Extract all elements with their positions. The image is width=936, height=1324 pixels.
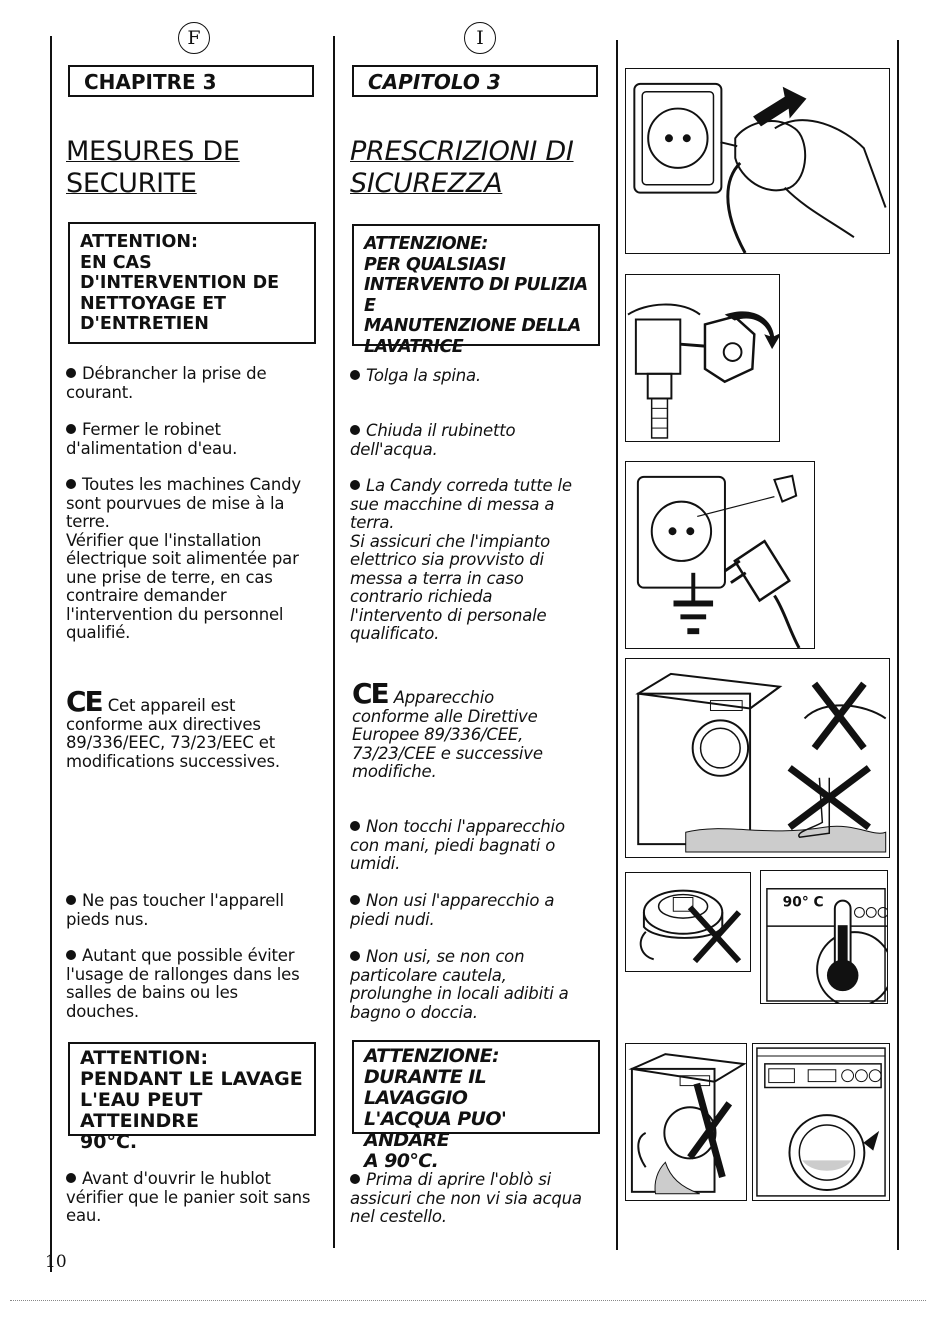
text-line: bagno o doccia. (350, 1002, 478, 1022)
text-line: électrique soit alimentée par (66, 549, 299, 568)
bullet-door-italian (350, 1171, 582, 1227)
text-line: douches. (66, 1001, 139, 1021)
text-line: dell'acqua. (350, 439, 438, 459)
text-line: d'alimentation d'eau. (66, 438, 238, 458)
text-line: piedi nudi. (350, 909, 435, 929)
bullet-icon (66, 895, 76, 905)
bullet-icon (350, 370, 360, 380)
no-open-door-icon (625, 1043, 747, 1201)
text-line: 73/23/CEE e successive (352, 743, 543, 763)
bullet-extension-french (66, 947, 300, 1021)
text-line: qualifié. (66, 623, 131, 642)
warning-box-maintenance-italian (352, 224, 600, 357)
text-line: courant. (66, 382, 134, 402)
text-line: prolunghe in locali adibiti a (350, 984, 569, 1003)
text-line: eau. (66, 1206, 102, 1225)
bullet-icon (350, 951, 360, 961)
warning-line: PENDANT LE LAVAGE (80, 1068, 303, 1090)
text-line: Non tocchi l'apparecchio (366, 817, 565, 836)
text-line: Non usi l'apparecchio a (366, 891, 555, 910)
text-line: Cet appareil est (107, 696, 236, 715)
bullet-icon (350, 821, 360, 831)
text-line: salles de bains ou les (66, 983, 238, 1002)
warning-box-hot-water-italian (352, 1040, 600, 1172)
section-title-french (66, 136, 240, 200)
text-line: contrario richieda (350, 587, 493, 606)
chapter-heading-french: CHAPITRE 3 (68, 65, 314, 97)
bullet-icon (350, 425, 360, 435)
warning-line: DURANTE IL LAVAGGIO (364, 1066, 487, 1109)
warning-line: A 90°C. (364, 1150, 439, 1172)
text-line: terre. (66, 512, 110, 531)
section-title-italian (350, 136, 574, 200)
page-number: 10 (45, 1252, 67, 1272)
left-margin-rule (50, 36, 52, 1272)
text-line: Ne pas toucher l'apparell (82, 891, 284, 910)
warning-line: ATTENTION: (80, 1047, 209, 1069)
bullet-bare-feet-italian (350, 892, 554, 929)
right-margin-rule (897, 40, 899, 1250)
hot-water-thermometer-icon (760, 870, 888, 1004)
text-line: 89/336/EEC, 73/23/EEC et (66, 733, 276, 752)
warning-line: INTERVENTO DI PULIZIA E (364, 275, 588, 316)
bullet-earthing-italian (350, 477, 572, 644)
text-line: Tolga la spina. (366, 366, 481, 385)
title-line: PRESCRIZIONI DI (350, 136, 574, 167)
bullet-unplug-italian (350, 367, 481, 386)
text-line: conforme aux directives (66, 714, 261, 734)
bullet-unplug-french (66, 365, 266, 402)
warning-line: D'ENTRETIEN (80, 314, 209, 334)
warning-line: D'INTERVENTION DE (80, 273, 280, 293)
unplug-socket-icon (625, 68, 890, 254)
text-line: Vérifier que l'installation (66, 530, 262, 550)
text-line: l'intervention du personnel (66, 604, 284, 624)
language-badge-italian: I (464, 22, 496, 54)
ce-conformity-french (66, 685, 280, 771)
bullet-icon (66, 479, 76, 489)
text-line: nel cestello. (350, 1207, 447, 1226)
bullet-earthing-french (66, 476, 301, 643)
text-line: Apparecchio (393, 688, 495, 707)
bullet-icon (350, 480, 360, 490)
text-line: pieds nus. (66, 909, 149, 929)
text-line: une prise de terre, en cas (66, 567, 273, 587)
bullet-door-french (66, 1170, 310, 1226)
text-line: sue macchine di messa a (350, 494, 555, 514)
warning-line: ATTENTION: (80, 232, 199, 252)
bullet-icon (66, 1173, 76, 1183)
bottom-dotted-rule (10, 1300, 926, 1301)
warning-line: ATTENZIONE: (364, 1045, 500, 1067)
text-line: Autant que possible éviter (82, 946, 295, 965)
text-line: Prima di aprire l'oblò si (366, 1170, 551, 1189)
text-line: modifications successives. (66, 751, 280, 771)
text-line: l'usage de rallonges dans les (66, 964, 300, 984)
water-tap-icon (625, 274, 780, 442)
text-line: con mani, piedi bagnati o (350, 835, 556, 855)
ce-mark-icon: CE (352, 677, 388, 710)
bullet-tap-italian (350, 422, 515, 459)
thermometer-label: 90° C (782, 894, 824, 911)
bullet-bare-feet-french (66, 892, 284, 929)
column-divider-rule (333, 36, 335, 1248)
text-line: messa a terra in caso (350, 568, 524, 588)
text-line: l'intervento di personale (350, 605, 547, 625)
text-line: conforme alle Direttive (352, 706, 538, 726)
text-line: assicuri che non vi sia acqua (350, 1188, 582, 1208)
text-line: particolare cautela, (350, 965, 507, 985)
bullet-extension-italian (350, 948, 569, 1022)
text-line: vérifier que le panier soit sans (66, 1187, 311, 1207)
title-line: SECURITE (66, 168, 197, 199)
text-line: Chiuda il rubinetto (366, 421, 516, 440)
text-line: La Candy correda tutte le (366, 476, 572, 495)
warning-line: ATTENZIONE: (364, 234, 488, 254)
text-line: Toutes les machines Candy (82, 475, 301, 494)
bullet-icon (66, 368, 76, 378)
image-column-left-rule (616, 40, 618, 1250)
warning-line: PER QUALSIASI (364, 254, 506, 275)
text-line: Europee 89/336/CEE, (352, 725, 524, 744)
text-line: elettrico sia provvisto di (350, 550, 544, 569)
text-line: terra. (350, 513, 395, 532)
ce-mark-icon: CE (66, 685, 102, 718)
text-line: contraire demander (66, 586, 227, 605)
bullet-tap-french (66, 421, 237, 458)
title-line: MESURES DE (66, 136, 240, 167)
bullet-icon (350, 895, 360, 905)
chapter-heading-italian: CAPITOLO 3 (352, 65, 598, 97)
warning-line: NETTOYAGE ET (80, 293, 226, 314)
title-line: SICUREZZA (350, 168, 503, 199)
ce-conformity-italian (352, 677, 543, 782)
text-line: Si assicuri che l'impianto (350, 531, 551, 551)
warning-line: MANUTENZIONE DELLA (364, 316, 581, 336)
no-extension-cord-icon (625, 872, 751, 972)
bullet-icon (66, 950, 76, 960)
washer-panel-icon (752, 1043, 890, 1201)
earthed-plug-icon (625, 461, 815, 649)
warning-line: L'ACQUA PUO' ANDARE (364, 1108, 507, 1151)
text-line: Débrancher la prise de (82, 364, 267, 383)
text-line: modifiche. (352, 762, 437, 781)
warning-box-maintenance-french (68, 222, 316, 344)
language-badge-french: F (178, 22, 210, 54)
text-line: Avant d'ouvrir le hublot (82, 1169, 271, 1188)
warning-line: EN CAS (80, 252, 152, 273)
text-line: Non usi, se non con (366, 947, 525, 966)
warning-box-hot-water-french (68, 1042, 316, 1153)
warning-line: LAVATRICE (364, 336, 464, 357)
bullet-wet-hands-italian (350, 818, 565, 874)
text-line: umidi. (350, 854, 401, 873)
warning-line: 90°C. (80, 1131, 138, 1153)
no-bare-feet-icon (625, 658, 890, 858)
bullet-icon (350, 1174, 360, 1184)
text-line: Fermer le robinet (82, 420, 221, 439)
text-line: qualificato. (350, 624, 440, 643)
warning-line: L'EAU PEUT ATTEINDRE (80, 1089, 203, 1132)
bullet-icon (66, 424, 76, 434)
text-line: sont pourvues de mise à la (66, 493, 285, 513)
